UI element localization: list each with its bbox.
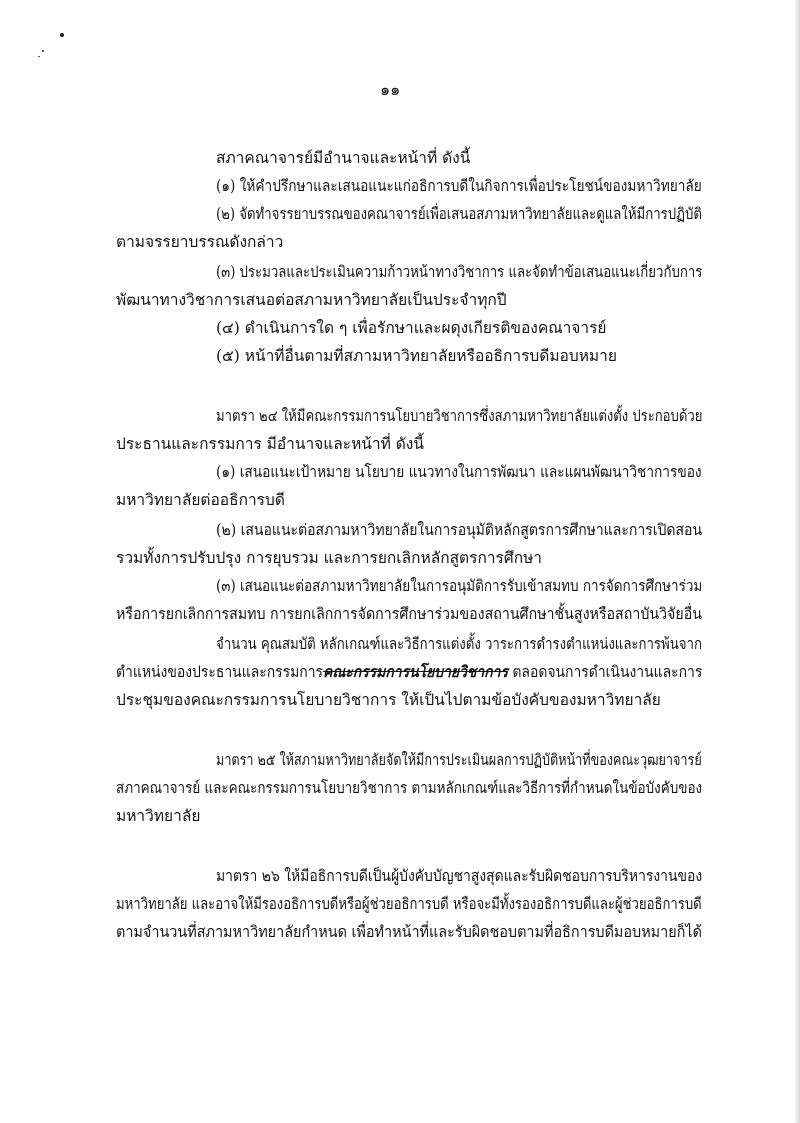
page-number: ๑๑: [380, 80, 401, 99]
section24-item1-line1: (๑) เสนอแนะเป้าหมาย นโยบาย แนวทางในการพัฒนา และแผนพัฒนาวิชาการของ: [216, 463, 702, 481]
section23-item4: (๔) ดำเนินการใด ๆ เพื่อรักษาและผดุงเกียรติของคณาจารย์: [216, 319, 607, 337]
section24-line2: ประธานและกรรมการ มีอำนาจและหน้าที่ ดังนี้: [116, 435, 424, 453]
scan-speck: [60, 33, 64, 37]
section23-item3-line1: (๓) ประมวลและประเมินความก้าวหน้าทางวิชาการ และจัดทำข้อเสนอแนะเกี่ยวกับการ: [216, 263, 703, 281]
section23-item5: (๕) หน้าที่อื่นตามที่สภามหาวิทยาลัยหรืออธิการบดีมอบหมาย: [216, 347, 617, 365]
section25-line1: มาตรา ๒๕ ให้สภามหาวิทยาลัยจัดให้มีการประเมินผลการปฏิบัติหน้าที่ของคณะวุฒยาจารย์: [216, 751, 702, 769]
scan-edge-shadow: [794, 0, 800, 1123]
section24-item2-line1: (๒) เสนอแนะต่อสภามหาวิทยาลัยในการอนุมัติหลักสูตรการศึกษาและการเปิดสอน: [216, 521, 703, 539]
para2-line2-pre: ตำแหน่งของประธานและกรรมการ: [116, 663, 324, 681]
section23-item3-line2: พัฒนาทางวิชาการเสนอต่อสภามหาวิทยาลัยเป็นประจำทุกปี: [116, 291, 507, 309]
section23-item2-line1: (๒) จัดทำจรรยาบรรณของคณาจารย์เพื่อเสนอสภามหาวิทยาลัยและดูแลให้มีการปฏิบัติ: [216, 205, 703, 223]
section24-item3-line1: (๓) เสนอแนะต่อสภามหาวิทยาลัยในการอนุมัติการรับเข้าสมทบ การจัดการศึกษาร่วม: [216, 577, 703, 595]
scan-speck: [42, 50, 44, 52]
section24-item1-line2: มหาวิทยาลัยต่ออธิการบดี: [116, 491, 285, 509]
section24-para2-line2: [116, 662, 702, 682]
section23-intro: สภาคณาจารย์มีอำนาจและหน้าที่ ดังนี้: [216, 149, 471, 167]
section24-para2-line3: ประชุมของคณะกรรมการนโยบายวิชาการ ให้เป็นไปตามข้อบังคับของมหาวิทยาลัย: [116, 691, 661, 709]
scan-speck: [38, 56, 40, 57]
section24-para2-line1: จำนวน คุณสมบัติ หลักเกณฑ์และวิธีการแต่งตั้ง วาระการดำรงตำแหน่งและการพ้นจาก: [216, 635, 702, 653]
section24-item2-line2: รวมทั้งการปรับปรุง การยุบรวม และการยกเลิกหลักสูตรการศึกษา: [116, 549, 543, 567]
section25-line2: สภาคณาจารย์ และคณะกรรมการนโยบายวิชาการ ตามหลักเกณฑ์และวิธีการที่กำหนดในข้อบังคับของ: [116, 779, 703, 797]
section26-line3: ตามจำนวนที่สภามหาวิทยาลัยกำหนด เพื่อทำหน้าที่และรับผิดชอบตามที่อธิการบดีมอบหมายก็ได้: [116, 923, 702, 941]
section26-line1: มาตรา ๒๖ ให้มีอธิการบดีเป็นผู้บังคับบัญชาสูงสุดและรับผิดชอบการบริหารงานของ: [216, 867, 703, 885]
section24-item3-line2: หรือการยกเลิกการสมทบ การยกเลิกการจัดการศึกษาร่วมของสถานศึกษาชั้นสูงหรือสถาบันวิจัยอื่น: [116, 605, 702, 623]
section23-item1: (๑) ให้คำปรึกษาและเสนอแนะแก่อธิการบดีในกิจการเพื่อประโยชน์ของมหาวิทยาลัย: [216, 177, 702, 195]
section23-item2-line2: ตามจรรยาบรรณดังกล่าว: [116, 233, 284, 251]
struck-through-text: คณะกรรมการนโยบายวิชาการ: [323, 662, 508, 681]
section24-line1: มาตรา ๒๔ ให้มีคณะกรรมการนโยบายวิชาการซึ่งสภามหาวิทยาลัยแต่งตั้ง ประกอบด้วย: [216, 407, 703, 425]
section25-line3: มหาวิทยาลัย: [116, 807, 201, 825]
para2-line2-post: ตลอดจนการดำเนินงานและการ: [507, 663, 703, 681]
section26-line2: มหาวิทยาลัย และอาจให้มีรองอธิการบดีหรือผู้ช่วยอธิการบดี หรือจะมีทั้งรองอธิการบดีและผู้ช่วยอธิการบดี: [116, 895, 702, 913]
